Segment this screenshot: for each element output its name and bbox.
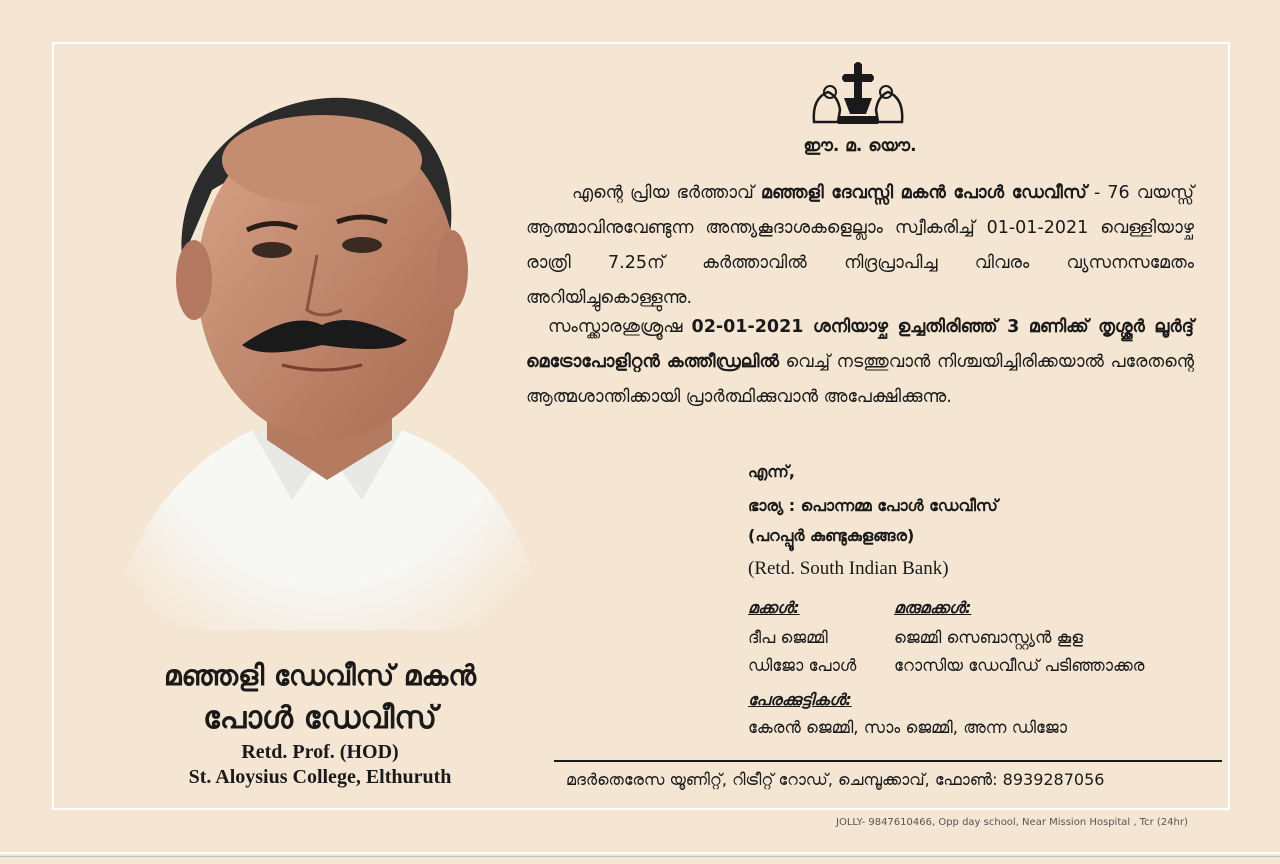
- child-1: ദീപ ജെമ്മി: [748, 628, 828, 647]
- wife-house: (പറപ്പൂർ കുണ്ടുകുളങ്ങര): [748, 526, 915, 545]
- grandchildren-label: പേരക്കുട്ടികൾ:: [748, 690, 852, 709]
- footer-divider: [554, 760, 1222, 762]
- inlaws-label: മരുമക്കൾ:: [894, 598, 972, 617]
- grandchildren-list: കേരൻ ജെമ്മി, സാം ജെമ്മി, അന്ന ഡിജോ: [748, 718, 1067, 737]
- signed-by-label: എന്ന്,: [748, 462, 795, 481]
- inlaw-1: ജെമ്മി സെബാസ്റ്റ്യൻ കൂള: [894, 628, 1084, 647]
- portrait-photo: [92, 70, 562, 660]
- deceased-name-line1: മഞ്ഞളി ഡേവീസ് മകൻ: [163, 659, 477, 692]
- bottom-rule: [0, 852, 1280, 854]
- wife-work: (Retd. South Indian Bank): [748, 558, 949, 579]
- inlaw-2: റോസിയ ഡേവീഡ് പടിഞ്ഞാക്കര: [894, 656, 1145, 675]
- children-label: മക്കൾ:: [748, 598, 800, 617]
- p1-rest: - 76 വയസ്സ് ആത്മാവിനുവേണ്ടുന്ന അന്ത്യകൂദാശകളെല്ലാം സ്വീകരിച്ച് 01-01-2021 വെള്ളിയാഴ്ച രാത്രി 7.25ന് കർത്താവിൽ നിദ്രപ്രാപിച്ച വിവരം വ്യസനസമേതം അറിയിച്ചുകൊള്ളുന്നു.: [526, 183, 1194, 308]
- p2-rest: വെച്ച് നടത്തുവാൻ നിശ്ചയിച്ചിരിക്കയാൽ പരേതന്റെ ആത്മശാന്തിക്കായി പ്രാർത്ഥിക്കുവാൻ അപേക്ഷിക്കുന്നു.: [526, 352, 1194, 407]
- wife-name: ഭാര്യ : പൊന്നമ്മ പോൾ ഡേവീസ്: [748, 496, 998, 515]
- announcement-paragraph-2: [526, 310, 1194, 415]
- print-credit: JOLLY- 9847610466, Opp day school, Near Mission Hospital , Tcr (24hr): [836, 817, 1188, 828]
- p2-bold: 02-01-2021 ശനിയാഴ്ച ഉച്ചതിരിഞ്ഞ് 3 മണിക്ക് തൃശ്ശൂർ ലൂർദ്ദ് മെട്രോപോളിറ്റൻ കത്തീഡ്രലിൽ: [526, 317, 1194, 372]
- bottom-rule-secondary: [0, 856, 1280, 857]
- deceased-name-line2: പോൾ ഡേവീസ്: [203, 700, 437, 736]
- header-abbreviation: ഈ. മ. യൌ.: [803, 136, 917, 156]
- designation: Retd. Prof. (HOD): [241, 741, 399, 763]
- p2-intro: സംസ്ക്കാരശുശ്രൂഷ: [548, 317, 692, 337]
- footer-address: മദർതെരേസ യൂണിറ്റ്, റിട്രീറ്റ് റോഡ്, ചെമ്പൂക്കാവ്, ഫോൺ: 8939287056: [566, 770, 1105, 789]
- announcement-paragraph-1: [526, 176, 1194, 316]
- p1-intro: എന്റെ പ്രിയ ഭർത്താവ്: [572, 183, 761, 203]
- p1-name: മഞ്ഞളി ദേവസ്സി മകൻ പോൾ ഡേവീസ്: [760, 183, 1087, 203]
- institution: St. Aloysius College, Elthuruth: [188, 766, 452, 788]
- cross-angels-emblem-icon: [808, 62, 908, 130]
- child-2: ഡിജോ പോൾ: [748, 656, 857, 675]
- deceased-name-block: [110, 656, 530, 790]
